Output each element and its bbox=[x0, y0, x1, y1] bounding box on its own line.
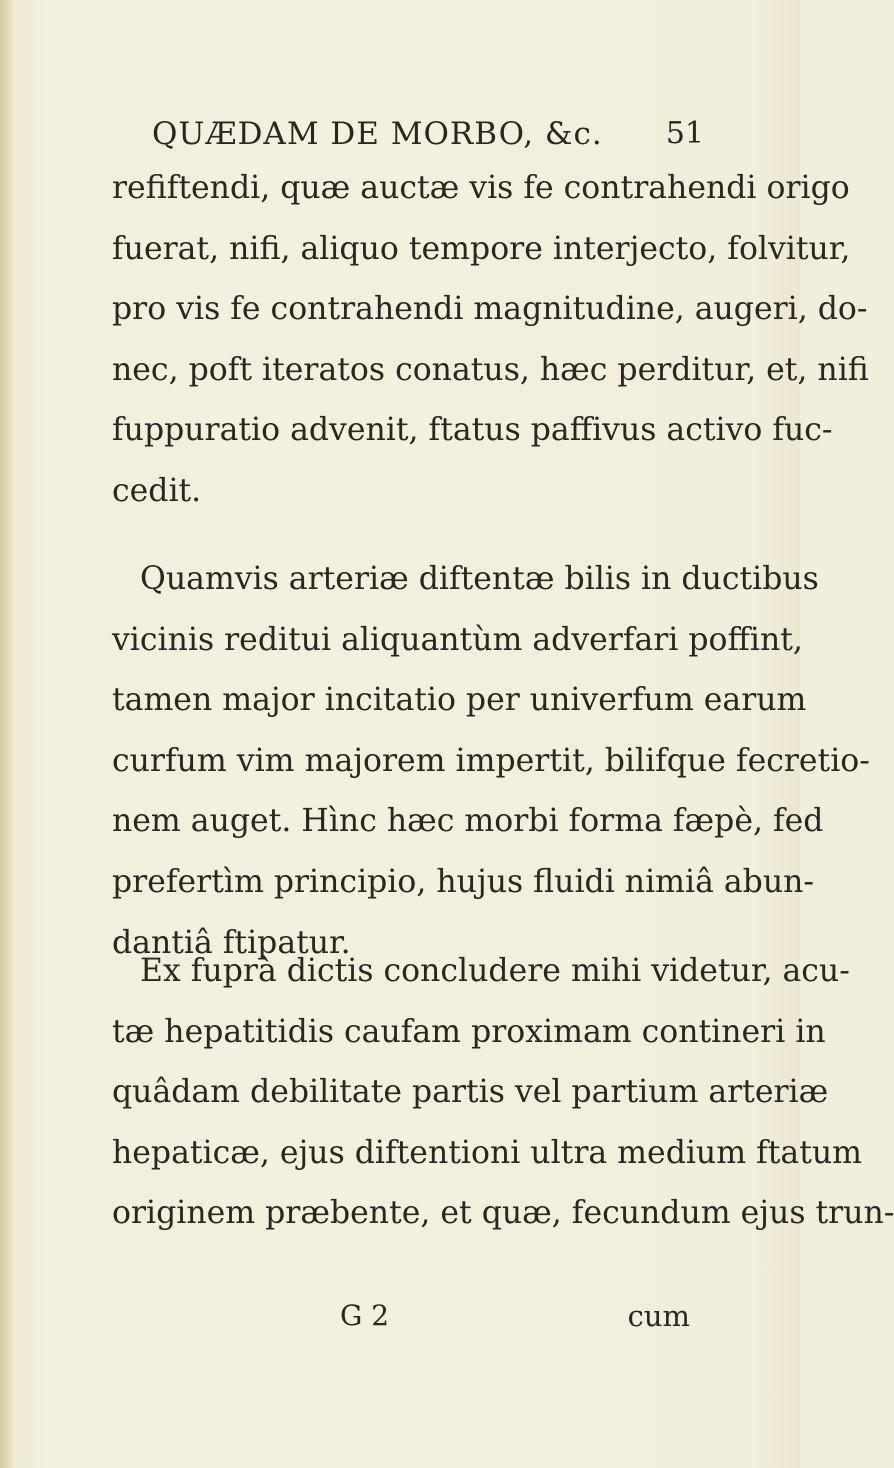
catchword: cum bbox=[627, 1299, 690, 1333]
page-footer bbox=[340, 1299, 690, 1339]
text-line: Ex fuprà dictis concludere mihi videtur, acu- bbox=[140, 953, 850, 989]
text-line: vicinis reditui aliquantùm adverfari poffint, bbox=[112, 621, 803, 658]
text-line: prefertìm principio, hujus fluidi nimiâ abun- bbox=[112, 863, 815, 900]
text-line: cedit. bbox=[112, 472, 202, 509]
text-line: originem præbente, et quæ, fecundum ejus trun- bbox=[112, 1195, 894, 1232]
text-line: tæ hepatitidis caufam proximam contineri in bbox=[112, 1013, 826, 1050]
text-line: nem auget. Hìnc hæc morbi forma fæpè, fed bbox=[112, 803, 824, 840]
text-line: hepaticæ, ejus diftentioni ultra medium ftatum bbox=[112, 1134, 863, 1171]
text-line: quâdam debilitate partis vel partium arteriæ bbox=[112, 1074, 829, 1111]
text-line: curfum vim majorem impertit, bilifque fecretio- bbox=[112, 742, 870, 779]
text-line: fuppuratio advenit, ftatus paffivus activo fuc- bbox=[112, 412, 833, 449]
text-line: dantiâ ftipatur. bbox=[112, 924, 351, 961]
text-line: Quamvis arteriæ diftentæ bilis in ductibus bbox=[140, 561, 819, 597]
page-number: 51 bbox=[665, 116, 704, 151]
text-line: tamen major incitatio per univerfum earum bbox=[112, 682, 807, 719]
running-title: QUÆDAM DE MORBO, &c. bbox=[152, 116, 603, 152]
text-line: fuerat, nifi, aliquo tempore interjecto, folvitur, bbox=[112, 230, 851, 267]
text-line: nec, poft iteratos conatus, hæc perditur, et, nifi bbox=[112, 351, 869, 388]
signature-mark: G 2 bbox=[340, 1299, 390, 1332]
text-line: refiftendi, quæ auctæ vis fe contrahendi origo bbox=[112, 170, 850, 206]
paragraph bbox=[112, 941, 894, 1244]
page-gutter-edge bbox=[0, 0, 14, 1468]
running-header bbox=[140, 116, 704, 156]
text-line: pro vis fe contrahendi magnitudine, augeri, do- bbox=[112, 291, 868, 328]
paragraph bbox=[112, 158, 869, 522]
